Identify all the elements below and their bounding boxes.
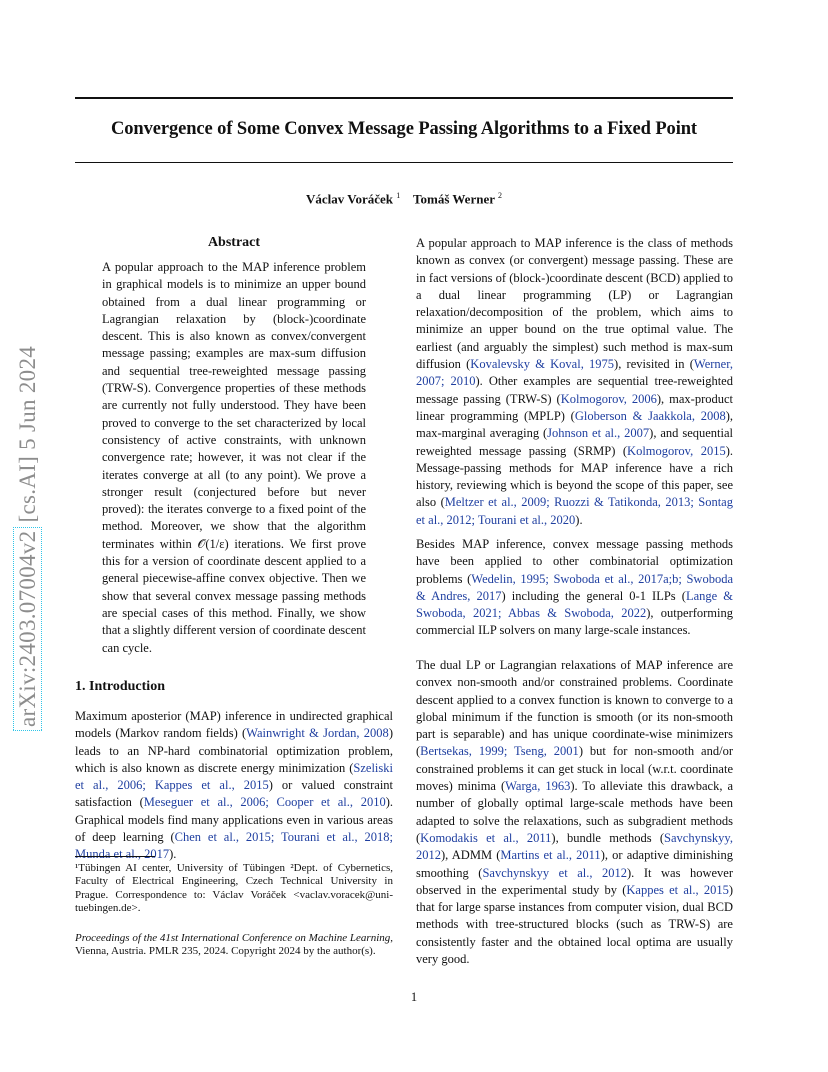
citation-link[interactable]: Savchynskyy et al., 2012 bbox=[482, 865, 628, 880]
text-run: ) leads to an NP-hard combinatorial optimization problem, which is also known as discrete energy minimization ( bbox=[75, 726, 393, 775]
citation-link[interactable]: Savchynskyy, 2012 bbox=[416, 830, 733, 863]
paper-title: Convergence of Some Convex Message Passing Algorithms to a Fixed Point bbox=[111, 119, 697, 139]
right-paragraph-1 bbox=[416, 235, 733, 529]
text-run: ), and sequential reweighted message passing (SRMP) ( bbox=[416, 426, 734, 458]
arxiv-category-date: [cs.AI] 5 Jun 2024 bbox=[15, 345, 40, 523]
text-run: ). It was however observed in the experimental study by ( bbox=[416, 865, 733, 897]
citation-link[interactable]: Komodakis et al., 2011 bbox=[420, 830, 552, 845]
affiliation-footnote: ¹Tübingen AI center, University of Tübingen ²Dept. of Cybernetics, Faculty of Electrical Engineering, Czech Technical University in Prague. Correspondence to: Václav Voráček <vaclav.voracek@uni-tuebingen.de>. bbox=[75, 862, 393, 914]
text-run: ). bbox=[169, 847, 177, 862]
citation-link[interactable]: Wainwright & Jordan, 2008 bbox=[246, 726, 389, 741]
text-run: ) or valued constraint satisfaction ( bbox=[75, 778, 394, 810]
text-run: ) including the general 0-1 ILPs ( bbox=[501, 588, 686, 603]
text-run: ) that for large sparse instances from computer vision, dual BCD methods with tree-structured blocks (such as TRW-S) are consistently faster and the obtained local optima are usually very good. bbox=[416, 882, 733, 967]
text-run: ), revisited in ( bbox=[614, 357, 694, 372]
author-name: Tomáš Werner bbox=[413, 191, 495, 207]
proceedings-venue: Proceedings of the 41st International Conference on Machine Learning bbox=[75, 932, 391, 944]
text-run: A popular approach to MAP inference is the class of methods known as convex (or convergent) message passing. These are in fact versions of (block-)coordinate descent (BCD) applied to a dual linear programming (LP) or Lagrangian relaxation/decomposition of the problem, which aims to minimize an upper bound on the true optimal value. The earliest (and arguably the simplest) such method is max-sum diffusion ( bbox=[416, 236, 733, 372]
citation-link[interactable]: Warga, 1963 bbox=[505, 779, 571, 794]
section-heading-introduction: 1. Introduction bbox=[75, 679, 165, 694]
intro-paragraph bbox=[75, 708, 393, 864]
citation-link[interactable]: Lange & Swoboda, 2021; Abbas & Swoboda, 2022 bbox=[416, 588, 733, 621]
abstract-heading: Abstract bbox=[207, 235, 261, 250]
text-run: ) but for non-smooth and/or constrained problems it can get stuck in local (w.r.t. coordinate moves) minima ( bbox=[416, 744, 733, 794]
text-run: ). Graphical models find many applications even in various areas of deep learning ( bbox=[75, 795, 393, 845]
page-number: 1 bbox=[410, 990, 418, 1004]
citation-link[interactable]: Wedelin, 1995; Swoboda et al., 2017a;b; Swoboda & Andres, 2017 bbox=[416, 571, 733, 603]
citation-link[interactable]: Globerson & Jaakkola, 2008 bbox=[574, 408, 726, 423]
text-run: ). Message-passing methods for MAP inference have a rich history, reviewing which is beyond the scope of this paper, see also ( bbox=[416, 443, 733, 510]
footnote-rule bbox=[75, 856, 155, 857]
right-paragraph-3 bbox=[416, 657, 733, 968]
text-run: ). bbox=[575, 512, 583, 527]
text-run: Besides MAP inference, convex message passing methods have been applied to other combinatorial optimization problems ( bbox=[416, 537, 733, 586]
citation-link[interactable]: Martins et al., 2011 bbox=[500, 848, 601, 863]
citation-link[interactable]: Johnson et al., 2007 bbox=[547, 426, 650, 441]
citation-link[interactable]: Werner, 2007; 2010 bbox=[416, 357, 733, 389]
text-run: ), outperforming commercial ILP solvers on many large-scale instances. bbox=[416, 606, 734, 638]
citation-link[interactable]: Chen et al., 2015; Tourani et al., 2018; Munda et al., 2017 bbox=[75, 830, 393, 862]
right-paragraph-2 bbox=[416, 536, 733, 640]
title-rule-bottom bbox=[75, 162, 733, 163]
text-run: ), bundle methods ( bbox=[551, 830, 665, 845]
citation-link[interactable]: Kovalevsky & Koval, 1975 bbox=[470, 357, 615, 372]
text-run: ), ADMM ( bbox=[441, 848, 501, 863]
text-run: Maximum aposterior (MAP) inference in undirected graphical models (Markov random fields) ( bbox=[75, 709, 393, 741]
citation-link[interactable]: Szeliski et al., 2006; Kappes et al., 2015 bbox=[75, 760, 393, 793]
citation-link[interactable]: Meseguer et al., 2006; Cooper et al., 2010 bbox=[143, 795, 386, 810]
author-affiliation-mark: 2 bbox=[498, 191, 503, 200]
arxiv-stamp[interactable] bbox=[15, 346, 41, 729]
proceedings-details: , Vienna, Austria. PMLR 235, 2024. Copyright 2024 by the author(s). bbox=[75, 932, 393, 958]
text-run: ), max-marginal averaging ( bbox=[416, 408, 733, 441]
text-run: The dual LP or Lagrangian relaxations of MAP inference are convex non-smooth and/or constrained problems. Coordinate descent applied to a convex function is known to converge to a global minimum if the function is smooth (or its non-smooth part is separable) and has unique coordinate-wise minimizers ( bbox=[416, 658, 733, 759]
citation-link[interactable]: Bertsekas, 1999; Tseng, 2001 bbox=[420, 744, 579, 759]
citation-link[interactable]: Kappes et al., 2015 bbox=[626, 882, 729, 897]
citation-link[interactable]: Kolmogorov, 2015 bbox=[627, 443, 726, 458]
text-run: ), max-product linear programming (MPLP) ( bbox=[416, 391, 734, 423]
author-list bbox=[75, 191, 733, 207]
text-run: ). Other examples are sequential tree-reweighted message passing (TRW-S) ( bbox=[416, 374, 733, 406]
proceedings-note bbox=[75, 932, 393, 959]
title-rule-top bbox=[75, 97, 733, 99]
text-run: ), or adaptive diminishing smoothing ( bbox=[416, 848, 734, 880]
text-run: ). To alleviate this drawback, a number of globally optimal large-scale methods have been adapted to solve the relaxations, such as subgradient methods ( bbox=[416, 779, 733, 845]
author-affiliation-mark: 1 bbox=[396, 191, 401, 200]
arxiv-id-link[interactable]: arXiv:2403.07004v2 bbox=[15, 530, 40, 727]
citation-link[interactable]: Kolmogorov, 2006 bbox=[560, 391, 657, 406]
citation-link[interactable]: Meltzer et al., 2009; Ruozzi & Tatikonda, 2013; Sontag et al., 2012; Tourani et al., 2020 bbox=[416, 495, 733, 527]
author-name: Václav Voráček bbox=[305, 191, 393, 207]
abstract-text: A popular approach to the MAP inference problem in graphical models is to minimize an upper bound obtained from a dual linear programming or Lagrangian relaxation by (block-)coordinate descent. This is also known as convex/convergent message passing; examples are max-sum diffusion and sequential tree-reweighted message passing (TRW-S). Convergence properties of these methods are currently not fully understood. They have been proved to converge to the set characterized by local consistency of active constraints, with unknown convergence rate; however, it was not clear if the iterates converge at all (to any point). We prove a stronger result (conjectured before but never proved): the iterates converge to a fixed point of the method. Moreover, we show that the algorithm terminates within 𝒪(1/ε) iterations. We first prove this for a version of coordinate descent applied to a general piecewise-affine convex objective. Then we show that several convex message passing methods are special cases of this method. Finally, we show that a slightly different version of coordinate descent can cycle. bbox=[102, 260, 366, 655]
